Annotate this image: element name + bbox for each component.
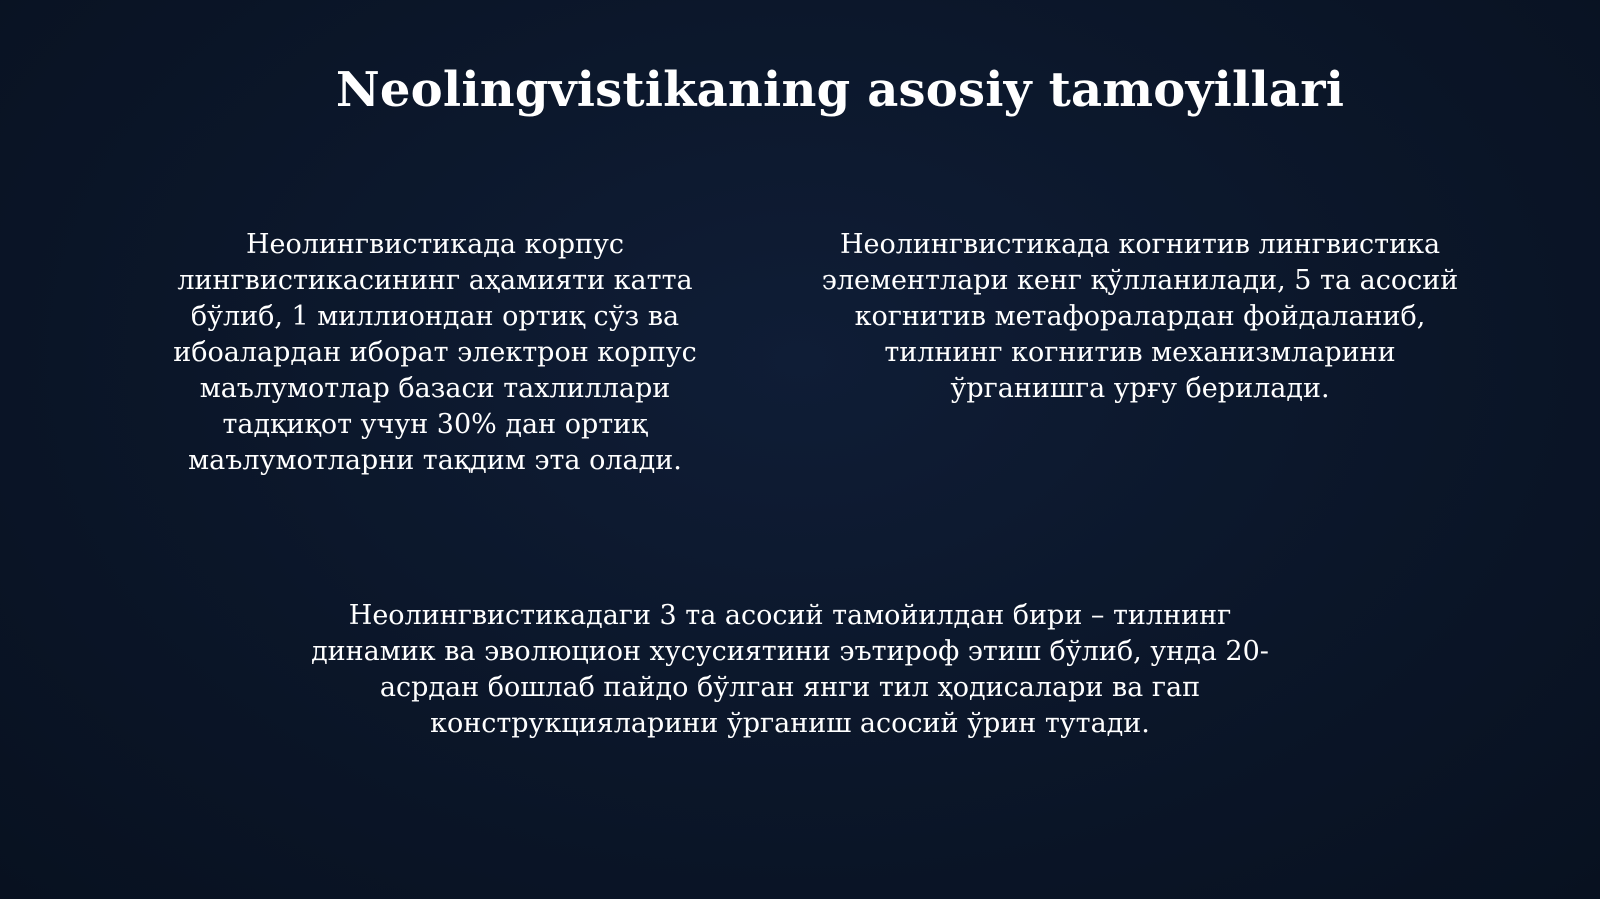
text-block-corpus-linguistics: Неолингвистикада корпус лингвистикасининг аҳамияти катта бўлиб, 1 миллиондан ортиқ сўз ва ибоалардан иборат электрон корпус маълумотлар базаси тахлиллари тадқиқот учун 30% дан ортиқ маълумотларни тақдим эта олади. xyxy=(173,229,697,476)
text-block-dynamic-principle: Неолингвистикадаги 3 та асосий тамойилдан бири – тилнинг динамик ва эволюцион хусусиятини эътироф этиш бўлиб, унда 20- асрдан бошлаб пайдо бўлган янги тил ҳодисалари ва гап конструкцияларини ўрганиш асосий ўрин тутади. xyxy=(311,600,1269,739)
text-block-cognitive-linguistics: Неолингвистикада когнитив лингвистика элементлари кенг қўлланилади, 5 та асосий когнитив метафоралардан фойдаланиб, тилнинг когнитив механизмларини ўрганишга урғу берилади. xyxy=(821,229,1459,404)
slide-title: Neolingvistikaning asosiy tamoyillari xyxy=(335,62,1345,118)
